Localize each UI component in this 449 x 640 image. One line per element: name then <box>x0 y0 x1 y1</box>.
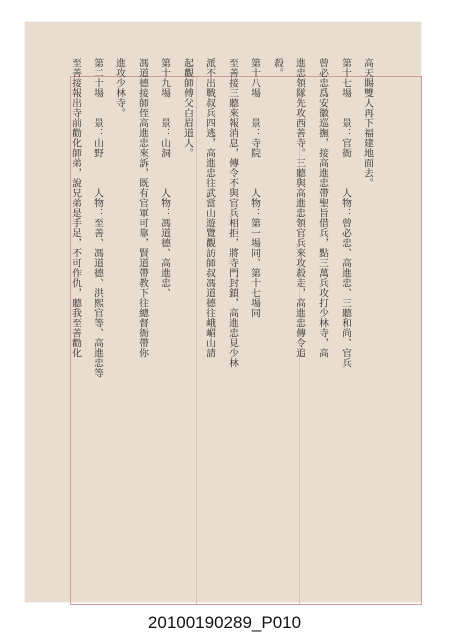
column-rule <box>196 77 197 604</box>
text-column-12: 進攻少林寺。 <box>114 58 125 118</box>
text-column-13: 第二十場 景：山野 人物：至善、馮道德、洪熙官等、高進忠等 <box>92 58 103 378</box>
image-caption: 20100190289_P010 <box>147 613 302 632</box>
text-column-10: 第十九場 景：山洞 人物：馮道德、高進忠、 <box>159 58 170 298</box>
text-column-5: 殺。 <box>272 58 283 78</box>
text-column-2: 第十七場 景：官衙 人物：曾必忠、高進忠、三聽和尚、官兵 <box>340 58 351 368</box>
text-column-14: 至善接報出寺前勸化師弟，說兄弟是手足，不可作仇，聽我至善勸化 <box>70 58 81 358</box>
text-column-1: 高天賜雙人再下福建地面去。 <box>362 58 373 188</box>
text-column-8: 派不出戰叔兵四逃，高進忠往武當山遊覽觀訪師叔馮道德往峨嵋山請 <box>204 58 215 358</box>
text-column-11: 馮道德接師侄高進忠來訴，既有官軍可靠，賢道帶教下往總督衙帶你 <box>137 58 148 358</box>
text-column-9: 起觀師傅父白眉道人。 <box>182 58 193 158</box>
text-column-6: 第十八場 景：寺院 人物：第一場同、第十七場同 <box>249 58 260 318</box>
text-column-7: 至善接三聽來報消息，傳令不與官兵相拒，將寺門封鎖，高進忠見少林 <box>227 58 238 368</box>
text-column-3: 曾必忠爲安徽巡撫，接高進忠帶聖旨借兵，點三萬兵攻打少林寺，高 <box>317 58 328 358</box>
text-column-4: 進忠領隊先攻西善寺。三聽與高進忠領官兵來攻殺走，高進忠傳令追 <box>294 58 305 358</box>
